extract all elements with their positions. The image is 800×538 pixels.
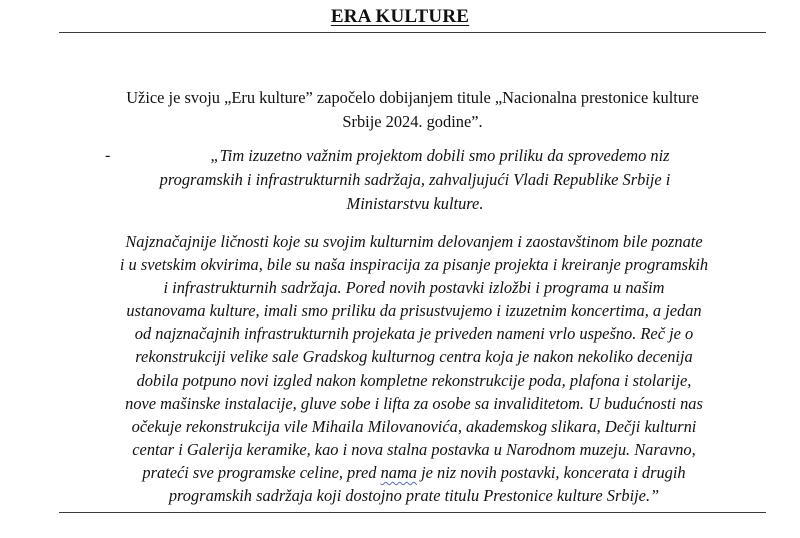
body-text: je niz novih postavki, koncerata i drugih: [417, 462, 686, 482]
quote-line: Ministarstvu kulture.: [346, 194, 484, 213]
top-divider: [59, 32, 766, 33]
intro-line: Užice je svoju „Eru kulture” započelo dobijanjem titule „Nacionalna prestonice kulture: [126, 88, 699, 107]
body-line: očekuje rekonstrukcija vile Mihaila Milovanovića, akademskog slikara, Dečji kulturni: [131, 416, 697, 436]
document-title: ERA KULTURE: [330, 6, 470, 27]
body-paragraph: [58, 230, 770, 507]
intro-paragraph: [60, 86, 765, 134]
body-line: rekonstrukciji velike sale Gradskog kulturnog centra koja je nakon nekoliko decenija: [135, 347, 693, 367]
body-line: nove mašinske instalacije, gluve sobe i lifta za osobe sa invaliditetom. U budućnosti nas: [125, 393, 703, 413]
quote-paragraph: [95, 144, 735, 216]
body-line: i u svetskim okvirima, bile su naša inspiracija za pisanje projekta i kreiranje programskih: [119, 255, 709, 275]
spellcheck-flagged-word[interactable]: nama: [380, 462, 418, 482]
body-line: i infrastrukturnih sadržaja. Pored novih postavki izložbi i programa u našim: [163, 278, 665, 298]
quote-line: „Tim izuzetno važnim projektom dobili smo priliku da sprovedemo niz: [210, 146, 670, 165]
body-line: [142, 463, 685, 482]
body-line: dobila potpuno novi izgled nakon kompletne rekonstrukcije poda, plafona i stolarije,: [136, 370, 692, 390]
body-text: prateći sve programske celine, pred: [142, 462, 381, 482]
bottom-divider: [59, 512, 766, 513]
intro-line: Srbije 2024. godine”.: [342, 112, 483, 131]
body-line: Najznačajnije ličnosti koje su svojim kulturnim delovanjem i zaostavštinom bile poznate: [125, 232, 703, 251]
body-line: od najznačajnih infrastrukturnih projekata je priveden nameni vrlo uspešno. Reč je o: [134, 324, 694, 344]
body-line: centar i Galerija keramike, kao i nova stalna postavka u Narodnom muzeju. Naravno,: [132, 439, 696, 459]
quote-line: programskih i infrastrukturnih sadržaja, zahvaljujući Vladi Republike Srbije i: [159, 170, 671, 189]
body-line: programskih sadržaja koji dostojno prate titulu Prestonice kulture Srbije.”: [168, 486, 660, 506]
list-dash: -: [105, 147, 111, 164]
body-line: ustanovama kulture, imali smo priliku da prisustvujemo i izuzetnim koncertima, a jedan: [126, 301, 702, 321]
